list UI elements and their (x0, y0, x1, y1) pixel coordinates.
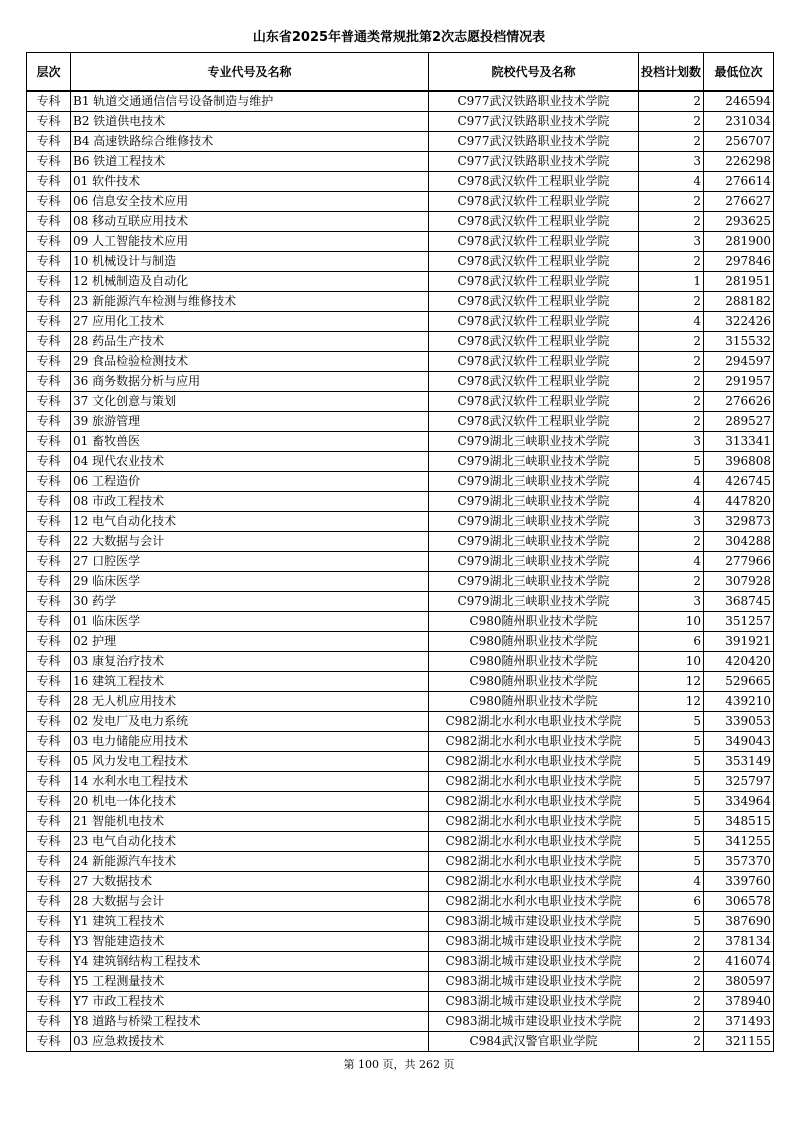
cell-major: 28 药品生产技术 (71, 332, 429, 352)
cell-major: Y4 建筑钢结构工程技术 (71, 952, 429, 972)
cell-plan-count: 2 (639, 972, 704, 992)
document-title: 山东省2025年普通类常规批第2次志愿投档情况表 (252, 30, 546, 45)
cell-school: C979湖北三峡职业技术学院 (429, 492, 639, 512)
cell-plan-count: 5 (639, 752, 704, 772)
cell-min-rank: 329873 (704, 512, 774, 532)
cell-school: C979湖北三峡职业技术学院 (429, 472, 639, 492)
cell-level: 专科 (27, 872, 71, 892)
cell-min-rank: 289527 (704, 412, 774, 432)
cell-major: 39 旅游管理 (71, 412, 429, 432)
cell-major: 09 人工智能技术应用 (71, 232, 429, 252)
table-row (27, 132, 774, 152)
cell-plan-count: 2 (639, 932, 704, 952)
table-row (27, 672, 774, 692)
cell-min-rank: 439210 (704, 692, 774, 712)
cell-min-rank: 529665 (704, 672, 774, 692)
cell-level: 专科 (27, 272, 71, 292)
cell-major: 01 临床医学 (71, 612, 429, 632)
cell-level: 专科 (27, 352, 71, 372)
table-row (27, 552, 774, 572)
cell-major: B2 铁道供电技术 (71, 112, 429, 132)
cell-plan-count: 2 (639, 292, 704, 312)
table-row (27, 292, 774, 312)
cell-min-rank: 325797 (704, 772, 774, 792)
cell-school: C982湖北水利水电职业技术学院 (429, 772, 639, 792)
table-row (27, 712, 774, 732)
cell-school: C979湖北三峡职业技术学院 (429, 592, 639, 612)
cell-major: 02 护理 (71, 632, 429, 652)
cell-level: 专科 (27, 172, 71, 192)
cell-plan-count: 5 (639, 732, 704, 752)
cell-level: 专科 (27, 572, 71, 592)
cell-major: Y5 工程测量技术 (71, 972, 429, 992)
cell-plan-count: 2 (639, 532, 704, 552)
cell-level: 专科 (27, 672, 71, 692)
cell-school: C980随州职业技术学院 (429, 672, 639, 692)
cell-plan-count: 6 (639, 632, 704, 652)
table-row (27, 652, 774, 672)
cell-min-rank: 276626 (704, 392, 774, 412)
table-row (27, 372, 774, 392)
cell-level: 专科 (27, 772, 71, 792)
cell-school: C980随州职业技术学院 (429, 652, 639, 672)
cell-major: 29 食品检验检测技术 (71, 352, 429, 372)
table-row (27, 952, 774, 972)
admission-table (26, 52, 774, 1052)
cell-min-rank: 351257 (704, 612, 774, 632)
table-row (27, 912, 774, 932)
cell-major: 20 机电一体化技术 (71, 792, 429, 812)
cell-major: 01 软件技术 (71, 172, 429, 192)
cell-school: C978武汉软件工程职业学院 (429, 232, 639, 252)
cell-plan-count: 1 (639, 272, 704, 292)
cell-school: C977武汉铁路职业技术学院 (429, 112, 639, 132)
cell-min-rank: 348515 (704, 812, 774, 832)
table-row (27, 452, 774, 472)
cell-school: C980随州职业技术学院 (429, 692, 639, 712)
cell-level: 专科 (27, 692, 71, 712)
cell-min-rank: 396808 (704, 452, 774, 472)
cell-level: 专科 (27, 552, 71, 572)
cell-major: 03 电力储能应用技术 (71, 732, 429, 752)
cell-plan-count: 4 (639, 312, 704, 332)
cell-major: 04 现代农业技术 (71, 452, 429, 472)
header-major: 专业代号及名称 (71, 53, 429, 92)
cell-major: 16 建筑工程技术 (71, 672, 429, 692)
header-min-rank: 最低位次 (704, 53, 774, 92)
cell-min-rank: 256707 (704, 132, 774, 152)
cell-school: C983湖北城市建设职业技术学院 (429, 952, 639, 972)
cell-min-rank: 321155 (704, 1032, 774, 1052)
table-row (27, 1032, 774, 1052)
cell-school: C983湖北城市建设职业技术学院 (429, 912, 639, 932)
table-row (27, 412, 774, 432)
cell-level: 专科 (27, 452, 71, 472)
cell-plan-count: 5 (639, 912, 704, 932)
cell-major: Y3 智能建造技术 (71, 932, 429, 952)
cell-min-rank: 339760 (704, 872, 774, 892)
cell-min-rank: 322426 (704, 312, 774, 332)
cell-min-rank: 368745 (704, 592, 774, 612)
cell-school: C979湖北三峡职业技术学院 (429, 452, 639, 472)
cell-major: 08 移动互联应用技术 (71, 212, 429, 232)
cell-school: C982湖北水利水电职业技术学院 (429, 712, 639, 732)
cell-school: C978武汉软件工程职业学院 (429, 352, 639, 372)
cell-school: C984武汉警官职业学院 (429, 1032, 639, 1052)
cell-plan-count: 2 (639, 192, 704, 212)
cell-level: 专科 (27, 1032, 71, 1052)
cell-plan-count: 5 (639, 812, 704, 832)
table-row (27, 632, 774, 652)
table-row (27, 392, 774, 412)
cell-level: 专科 (27, 792, 71, 812)
cell-major: Y1 建筑工程技术 (71, 912, 429, 932)
cell-plan-count: 2 (639, 352, 704, 372)
table-row (27, 272, 774, 292)
table-row (27, 872, 774, 892)
cell-min-rank: 387690 (704, 912, 774, 932)
cell-major: 37 文化创意与策划 (71, 392, 429, 412)
table-row (27, 152, 774, 172)
cell-plan-count: 10 (639, 652, 704, 672)
table-row (27, 832, 774, 852)
cell-school: C982湖北水利水电职业技术学院 (429, 792, 639, 812)
cell-min-rank: 420420 (704, 652, 774, 672)
cell-plan-count: 5 (639, 452, 704, 472)
table-row (27, 1012, 774, 1032)
cell-min-rank: 341255 (704, 832, 774, 852)
cell-major: B1 轨道交通通信信号设备制造与维护 (71, 91, 429, 112)
cell-level: 专科 (27, 992, 71, 1012)
cell-min-rank: 334964 (704, 792, 774, 812)
cell-min-rank: 304288 (704, 532, 774, 552)
cell-level: 专科 (27, 932, 71, 952)
table-row (27, 752, 774, 772)
cell-school: C983湖北城市建设职业技术学院 (429, 1012, 639, 1032)
cell-school: C977武汉铁路职业技术学院 (429, 132, 639, 152)
cell-school: C982湖北水利水电职业技术学院 (429, 892, 639, 912)
cell-level: 专科 (27, 332, 71, 352)
header-level: 层次 (27, 53, 71, 92)
cell-min-rank: 306578 (704, 892, 774, 912)
table-row (27, 91, 774, 112)
cell-school: C977武汉铁路职业技术学院 (429, 152, 639, 172)
cell-major: 03 康复治疗技术 (71, 652, 429, 672)
cell-major: Y7 市政工程技术 (71, 992, 429, 1012)
cell-major: 08 市政工程技术 (71, 492, 429, 512)
table-row (27, 572, 774, 592)
table-row (27, 212, 774, 232)
cell-min-rank: 307928 (704, 572, 774, 592)
cell-min-rank: 294597 (704, 352, 774, 372)
cell-level: 专科 (27, 392, 71, 412)
cell-major: 21 智能机电技术 (71, 812, 429, 832)
cell-plan-count: 3 (639, 592, 704, 612)
table-row (27, 892, 774, 912)
cell-plan-count: 5 (639, 792, 704, 812)
cell-school: C978武汉软件工程职业学院 (429, 332, 639, 352)
cell-plan-count: 2 (639, 1012, 704, 1032)
table-row (27, 932, 774, 952)
cell-school: C980随州职业技术学院 (429, 612, 639, 632)
cell-plan-count: 2 (639, 252, 704, 272)
header-school: 院校代号及名称 (429, 53, 639, 92)
table-row (27, 472, 774, 492)
cell-level: 专科 (27, 432, 71, 452)
cell-plan-count: 4 (639, 472, 704, 492)
cell-plan-count: 4 (639, 492, 704, 512)
cell-major: 27 应用化工技术 (71, 312, 429, 332)
cell-plan-count: 3 (639, 152, 704, 172)
cell-school: C983湖北城市建设职业技术学院 (429, 972, 639, 992)
cell-school: C978武汉软件工程职业学院 (429, 192, 639, 212)
cell-min-rank: 226298 (704, 152, 774, 172)
cell-major: 12 电气自动化技术 (71, 512, 429, 532)
cell-level: 专科 (27, 732, 71, 752)
cell-level: 专科 (27, 712, 71, 732)
cell-min-rank: 291957 (704, 372, 774, 392)
cell-school: C982湖北水利水电职业技术学院 (429, 872, 639, 892)
cell-school: C978武汉软件工程职业学院 (429, 412, 639, 432)
cell-min-rank: 281951 (704, 272, 774, 292)
table-row (27, 532, 774, 552)
cell-level: 专科 (27, 632, 71, 652)
table-row (27, 112, 774, 132)
cell-plan-count: 3 (639, 432, 704, 452)
cell-plan-count: 2 (639, 992, 704, 1012)
table-row (27, 492, 774, 512)
table-row (27, 172, 774, 192)
cell-level: 专科 (27, 152, 71, 172)
cell-level: 专科 (27, 612, 71, 632)
table-row (27, 792, 774, 812)
cell-min-rank: 349043 (704, 732, 774, 752)
cell-major: 27 口腔医学 (71, 552, 429, 572)
cell-plan-count: 2 (639, 332, 704, 352)
cell-major: 02 发电厂及电力系统 (71, 712, 429, 732)
cell-level: 专科 (27, 412, 71, 432)
cell-plan-count: 5 (639, 712, 704, 732)
table-row (27, 192, 774, 212)
cell-min-rank: 416074 (704, 952, 774, 972)
cell-plan-count: 2 (639, 1032, 704, 1052)
cell-plan-count: 4 (639, 172, 704, 192)
cell-plan-count: 2 (639, 952, 704, 972)
cell-school: C978武汉软件工程职业学院 (429, 212, 639, 232)
cell-level: 专科 (27, 532, 71, 552)
cell-plan-count: 12 (639, 672, 704, 692)
cell-min-rank: 315532 (704, 332, 774, 352)
cell-school: C977武汉铁路职业技术学院 (429, 91, 639, 112)
cell-level: 专科 (27, 892, 71, 912)
cell-plan-count: 5 (639, 852, 704, 872)
cell-school: C978武汉软件工程职业学院 (429, 372, 639, 392)
table-row (27, 692, 774, 712)
cell-major: 06 信息安全技术应用 (71, 192, 429, 212)
cell-major: Y8 道路与桥梁工程技术 (71, 1012, 429, 1032)
cell-level: 专科 (27, 512, 71, 532)
cell-level: 专科 (27, 832, 71, 852)
page-footer: 第 100 页，共 262 页 (343, 1058, 455, 1071)
cell-school: C982湖北水利水电职业技术学院 (429, 812, 639, 832)
cell-major: 23 新能源汽车检测与维修技术 (71, 292, 429, 312)
cell-plan-count: 5 (639, 772, 704, 792)
cell-min-rank: 276614 (704, 172, 774, 192)
cell-min-rank: 339053 (704, 712, 774, 732)
cell-min-rank: 313341 (704, 432, 774, 452)
table-row (27, 992, 774, 1012)
table-row (27, 432, 774, 452)
cell-level: 专科 (27, 252, 71, 272)
table-row (27, 252, 774, 272)
table-row (27, 332, 774, 352)
cell-school: C978武汉软件工程职业学院 (429, 272, 639, 292)
cell-school: C979湖北三峡职业技术学院 (429, 432, 639, 452)
cell-plan-count: 2 (639, 412, 704, 432)
cell-plan-count: 2 (639, 112, 704, 132)
cell-major: 12 机械制造及自动化 (71, 272, 429, 292)
cell-min-rank: 231034 (704, 112, 774, 132)
cell-level: 专科 (27, 592, 71, 612)
cell-level: 专科 (27, 372, 71, 392)
table-row (27, 732, 774, 752)
header-plan-count: 投档计划数 (639, 53, 704, 92)
cell-school: C979湖北三峡职业技术学院 (429, 552, 639, 572)
cell-level: 专科 (27, 852, 71, 872)
cell-level: 专科 (27, 652, 71, 672)
cell-school: C982湖北水利水电职业技术学院 (429, 732, 639, 752)
cell-level: 专科 (27, 972, 71, 992)
cell-major: B6 铁道工程技术 (71, 152, 429, 172)
cell-level: 专科 (27, 1012, 71, 1032)
cell-min-rank: 391921 (704, 632, 774, 652)
cell-plan-count: 10 (639, 612, 704, 632)
cell-major: 29 临床医学 (71, 572, 429, 592)
table-row (27, 312, 774, 332)
table-row (27, 852, 774, 872)
cell-level: 专科 (27, 132, 71, 152)
table-header-row (27, 53, 774, 92)
cell-min-rank: 297846 (704, 252, 774, 272)
cell-major: 24 新能源汽车技术 (71, 852, 429, 872)
cell-level: 专科 (27, 112, 71, 132)
cell-level: 专科 (27, 492, 71, 512)
cell-school: C983湖北城市建设职业技术学院 (429, 992, 639, 1012)
cell-school: C983湖北城市建设职业技术学院 (429, 932, 639, 952)
cell-min-rank: 281900 (704, 232, 774, 252)
cell-school: C982湖北水利水电职业技术学院 (429, 832, 639, 852)
cell-min-rank: 378940 (704, 992, 774, 1012)
cell-major: 30 药学 (71, 592, 429, 612)
table-body (27, 91, 774, 1052)
cell-school: C982湖北水利水电职业技术学院 (429, 852, 639, 872)
cell-school: C978武汉软件工程职业学院 (429, 312, 639, 332)
cell-plan-count: 2 (639, 392, 704, 412)
cell-plan-count: 4 (639, 872, 704, 892)
cell-plan-count: 12 (639, 692, 704, 712)
cell-min-rank: 378134 (704, 932, 774, 952)
cell-level: 专科 (27, 212, 71, 232)
cell-major: B4 高速铁路综合维修技术 (71, 132, 429, 152)
table-row (27, 972, 774, 992)
cell-level: 专科 (27, 312, 71, 332)
cell-major: 14 水利水电工程技术 (71, 772, 429, 792)
cell-school: C980随州职业技术学院 (429, 632, 639, 652)
cell-level: 专科 (27, 91, 71, 112)
cell-major: 05 风力发电工程技术 (71, 752, 429, 772)
table-row (27, 812, 774, 832)
table-row (27, 612, 774, 632)
cell-level: 专科 (27, 292, 71, 312)
cell-school: C978武汉软件工程职业学院 (429, 292, 639, 312)
table-row (27, 512, 774, 532)
cell-school: C978武汉软件工程职业学院 (429, 392, 639, 412)
cell-school: C978武汉软件工程职业学院 (429, 252, 639, 272)
cell-plan-count: 3 (639, 512, 704, 532)
cell-level: 专科 (27, 752, 71, 772)
cell-plan-count: 2 (639, 132, 704, 152)
cell-min-rank: 288182 (704, 292, 774, 312)
cell-major: 23 电气自动化技术 (71, 832, 429, 852)
cell-plan-count: 3 (639, 232, 704, 252)
cell-plan-count: 4 (639, 552, 704, 572)
cell-min-rank: 357370 (704, 852, 774, 872)
table-row (27, 232, 774, 252)
cell-plan-count: 2 (639, 572, 704, 592)
cell-level: 专科 (27, 232, 71, 252)
cell-min-rank: 276627 (704, 192, 774, 212)
cell-major: 28 无人机应用技术 (71, 692, 429, 712)
cell-school: C982湖北水利水电职业技术学院 (429, 752, 639, 772)
cell-school: C979湖北三峡职业技术学院 (429, 512, 639, 532)
cell-school: C978武汉软件工程职业学院 (429, 172, 639, 192)
cell-level: 专科 (27, 952, 71, 972)
cell-min-rank: 371493 (704, 1012, 774, 1032)
cell-major: 27 大数据技术 (71, 872, 429, 892)
cell-school: C979湖北三峡职业技术学院 (429, 572, 639, 592)
cell-plan-count: 2 (639, 91, 704, 112)
cell-major: 28 大数据与会计 (71, 892, 429, 912)
cell-min-rank: 277966 (704, 552, 774, 572)
table-row (27, 352, 774, 372)
cell-level: 专科 (27, 192, 71, 212)
cell-major: 36 商务数据分析与应用 (71, 372, 429, 392)
cell-major: 10 机械设计与制造 (71, 252, 429, 272)
cell-school: C979湖北三峡职业技术学院 (429, 532, 639, 552)
table-row (27, 592, 774, 612)
cell-plan-count: 2 (639, 372, 704, 392)
cell-plan-count: 2 (639, 212, 704, 232)
cell-major: 03 应急救援技术 (71, 1032, 429, 1052)
cell-plan-count: 6 (639, 892, 704, 912)
cell-min-rank: 447820 (704, 492, 774, 512)
cell-min-rank: 426745 (704, 472, 774, 492)
cell-level: 专科 (27, 472, 71, 492)
cell-level: 专科 (27, 912, 71, 932)
cell-major: 22 大数据与会计 (71, 532, 429, 552)
cell-major: 06 工程造价 (71, 472, 429, 492)
cell-plan-count: 5 (639, 832, 704, 852)
cell-min-rank: 246594 (704, 91, 774, 112)
cell-major: 01 畜牧兽医 (71, 432, 429, 452)
cell-level: 专科 (27, 812, 71, 832)
table-row (27, 772, 774, 792)
cell-min-rank: 380597 (704, 972, 774, 992)
cell-min-rank: 293625 (704, 212, 774, 232)
cell-min-rank: 353149 (704, 752, 774, 772)
